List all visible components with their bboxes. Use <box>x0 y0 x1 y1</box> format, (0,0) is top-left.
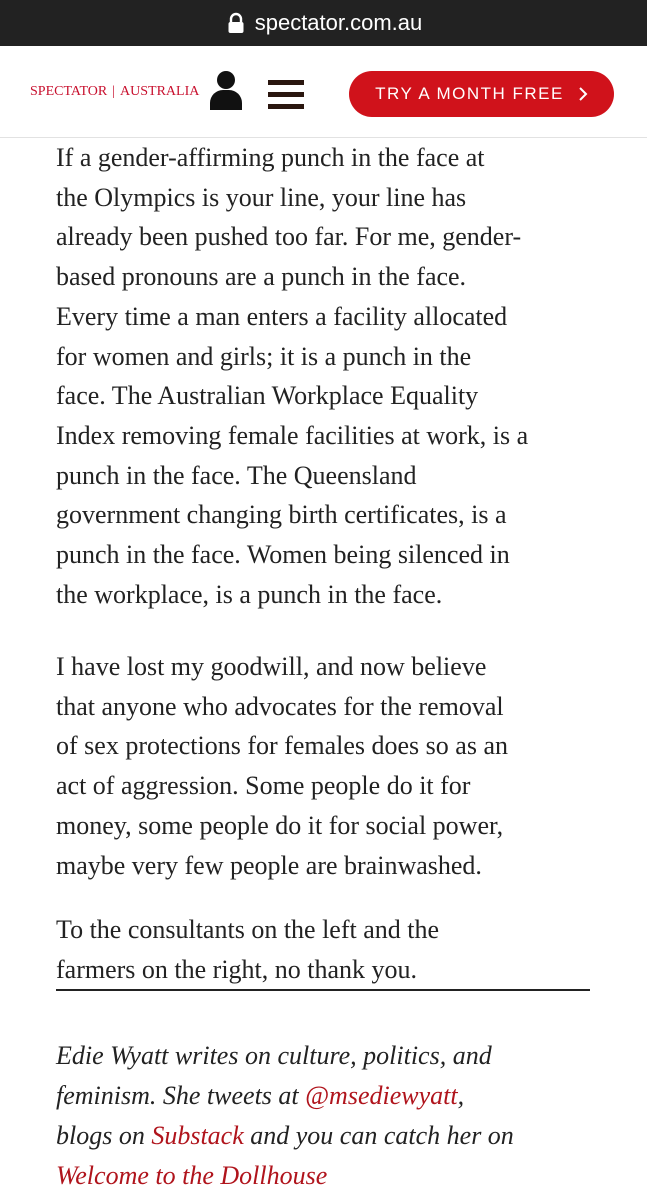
hamburger-menu-icon[interactable] <box>268 78 304 110</box>
text-line: To the consultants on the left and the <box>56 915 440 944</box>
text-line: for women and girls; it is a punch in the <box>56 341 472 371</box>
author-bio <box>56 1036 616 1196</box>
text-line: If a gender-affirming punch in the face at <box>56 143 485 172</box>
bio-text-segment: blogs on <box>56 1121 152 1150</box>
text-line: based pronouns are a punch in the face. <box>56 262 467 292</box>
text-line: government changing birth certificates, is a <box>56 500 507 530</box>
text-line: farmers on the right, no thank you. <box>56 954 418 984</box>
bio-line <box>56 1116 616 1156</box>
bio-line <box>56 1076 616 1116</box>
bio-line <box>56 1156 616 1196</box>
text-line: maybe very few people are brainwashed. <box>56 850 482 880</box>
spectator-australia-logo[interactable] <box>30 84 199 100</box>
logo-australia: AUSTRALIA <box>120 84 200 99</box>
text-line: punch in the face. The Queensland <box>56 460 417 490</box>
bio-text-segment: feminism. She tweets at <box>56 1081 306 1110</box>
text-line: the workplace, is a punch in the face. <box>56 579 443 609</box>
text-line: I have lost my goodwill, and now believe <box>56 652 487 681</box>
bio-text-segment: , <box>457 1081 465 1110</box>
try-a-month-free-button[interactable] <box>349 71 614 117</box>
site-header <box>0 46 647 138</box>
divider <box>56 989 590 991</box>
twitter-handle-link[interactable]: @msediewyatt <box>305 1081 458 1110</box>
bio-text-segment: and you can catch her on <box>243 1121 514 1150</box>
logo-separator: | <box>112 84 116 99</box>
substack-link[interactable]: Substack <box>151 1121 244 1150</box>
text-line: act of aggression. Some people do it for <box>56 771 471 801</box>
article-paragraph <box>56 910 439 989</box>
text-line: the Olympics is your line, your line has <box>56 182 467 212</box>
text-line: money, some people do it for social power, <box>56 810 504 840</box>
cta-label: TRY A MONTH FREE <box>375 84 564 103</box>
chevron-right-icon <box>578 86 588 102</box>
text-line: face. The Australian Workplace Equality <box>56 381 479 411</box>
url-text: spectator.com.au <box>254 10 423 35</box>
bio-text <box>56 1036 616 1196</box>
logo-spectator: SPECTATOR <box>30 84 108 99</box>
text-line: Index removing female facilities at work, is a <box>56 420 529 450</box>
article-paragraph <box>56 647 508 885</box>
bio-line: Edie Wyatt writes on culture, politics, and <box>56 1041 492 1070</box>
lock-icon <box>225 12 247 34</box>
podcast-link[interactable]: Welcome to the Dollhouse <box>56 1161 328 1190</box>
text-line: punch in the face. Women being silenced in <box>56 540 510 570</box>
text-line: that anyone who advocates for the removal <box>56 691 504 721</box>
text-line: Every time a man enters a facility allocated <box>56 301 508 331</box>
browser-url-bar[interactable] <box>0 0 647 46</box>
text-line: of sex protections for females does so as an <box>56 731 508 761</box>
text-line: already been pushed too far. For me, gender- <box>56 222 522 252</box>
article-paragraph <box>56 138 528 614</box>
user-icon[interactable] <box>208 70 244 110</box>
